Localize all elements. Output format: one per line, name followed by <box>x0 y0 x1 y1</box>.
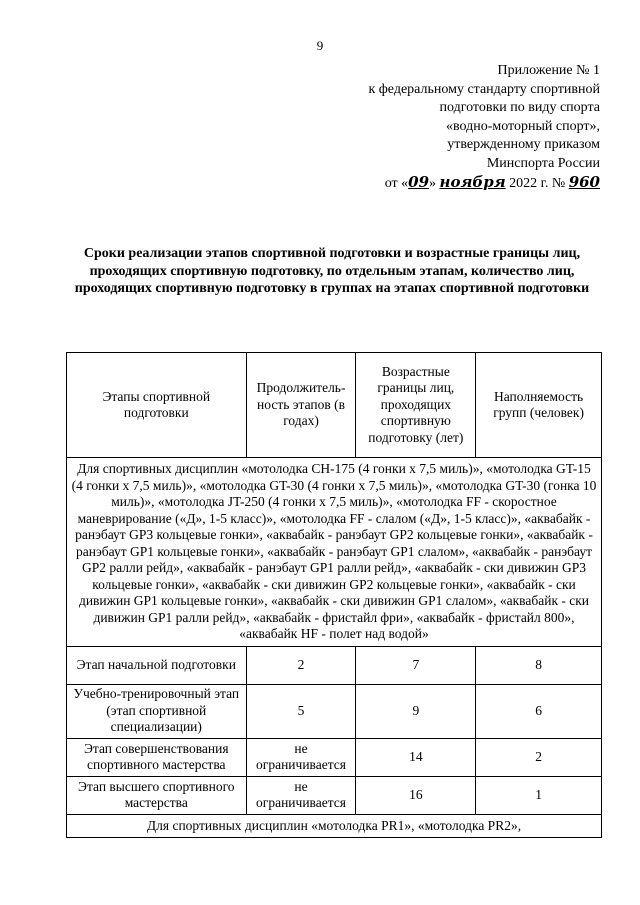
appendix-line: к федеральному стандарту спортивной <box>368 81 600 97</box>
appendix-line: утвержденному приказом <box>447 137 600 152</box>
stage-name: Учебно-тренировочный этап (этап спортивной специализации) <box>67 684 247 738</box>
appendix-block <box>340 62 600 194</box>
stage-duration: не ограничивается <box>246 776 356 814</box>
stage-name: Этап высшего спортивного мастерства <box>67 776 247 814</box>
table-row <box>67 776 602 814</box>
stage-duration: 2 <box>246 646 356 684</box>
appendix-line: «водно-моторный спорт», <box>445 118 600 134</box>
header-duration: Продолжитель-ность этапов (в годах) <box>246 353 356 458</box>
header-stages: Этапы спортивной подготовки <box>67 353 247 458</box>
handwritten-month: ноября <box>439 173 506 191</box>
discipline-list: Для спортивных дисциплин «мотолодка PR1», «мотолодка PR2», <box>67 814 602 838</box>
stage-duration: 5 <box>246 684 356 738</box>
stage-age: 16 <box>356 776 476 814</box>
stage-name: Этап начальной подготовки <box>67 646 247 684</box>
stage-group-size: 2 <box>476 738 602 776</box>
stages-table <box>66 352 602 838</box>
handwritten-day: 09 <box>408 173 430 191</box>
header-age: Возрастные границы лиц, проходящих спортивную подготовку (лет) <box>356 353 476 458</box>
stage-name: Этап совершенствования спортивного мастерства <box>67 738 247 776</box>
stage-group-size: 8 <box>476 646 602 684</box>
order-date-line <box>340 173 600 194</box>
year-text: 2022 г. № <box>505 176 569 191</box>
document-title: Сроки реализации этапов спортивной подготовки и возрастные границы лиц, проходящих спортивную подготовку, по отдельным этапам, количество лиц, проходящих спортивную подготовку в группах на этапах спортивной подготовки <box>74 246 590 296</box>
stage-age: 14 <box>356 738 476 776</box>
table-row <box>67 738 602 776</box>
stage-duration: не ограничивается <box>246 738 356 776</box>
discipline-list: Для спортивных дисциплин «мотолодка СН-175 (4 гонки х 7,5 миль)», «мотолодка GT-15 (4 гонки х 7,5 миль)», «мотолодка GT-30 (4 гонки х 7,5 миль)», «мотолодка GT-30 (гонка 10 миль)», «мотолодка JT-250 (4 гонки х 7,5 миль)», «мотолодка FF - скоростное маневрирование («Д», 1-5 класс)», «мотолодка FF - слалом («Д», 1-5 класс)», «аквабайк - ранэбаут GP3 кольцевые гонки», «аквабайк - ранэбаут GP2 кольцевые гонки», «аквабайк - ранэбаут GP1 кольцевые гонки», «аквабайк - ранэбаут GP1 слалом», «аквабайк - ранэбаут GP2 ралли рейд», «аквабайк - ранэбаут GP1 ралли рейд», «аквабайк - ски дивижин GP3 кольцевые гонки», «аквабайк - ски дивижин GP2 кольцевые гонки», «аквабайк - ски дивижин GP1 кольцевые гонки», «аквабайк - ски дивижин GP1 слалом», «аквабайк - ски дивижин GP1 ралли рейд», «аквабайк - фристайл фри», «аквабайк - фристайл 800», «аквабайк HF - полет над водой» <box>67 458 602 647</box>
table-row <box>67 646 602 684</box>
discipline-row <box>67 458 602 647</box>
page-number: 9 <box>316 38 324 53</box>
stage-age: 9 <box>356 684 476 738</box>
date-prefix: от « <box>384 176 409 191</box>
table-header-row <box>67 353 602 458</box>
header-group-size: Наполняемость групп (человек) <box>476 353 602 458</box>
appendix-line: подготовки по виду спорта <box>439 100 600 115</box>
discipline-row <box>67 814 602 838</box>
stage-age: 7 <box>356 646 476 684</box>
table-row <box>67 684 602 738</box>
stage-group-size: 1 <box>476 776 602 814</box>
appendix-line: Минспорта России <box>486 155 600 171</box>
stage-group-size: 6 <box>476 684 602 738</box>
appendix-line: Приложение № 1 <box>497 63 600 78</box>
handwritten-order-number: 960 <box>568 173 600 191</box>
date-mid: » <box>429 176 440 191</box>
